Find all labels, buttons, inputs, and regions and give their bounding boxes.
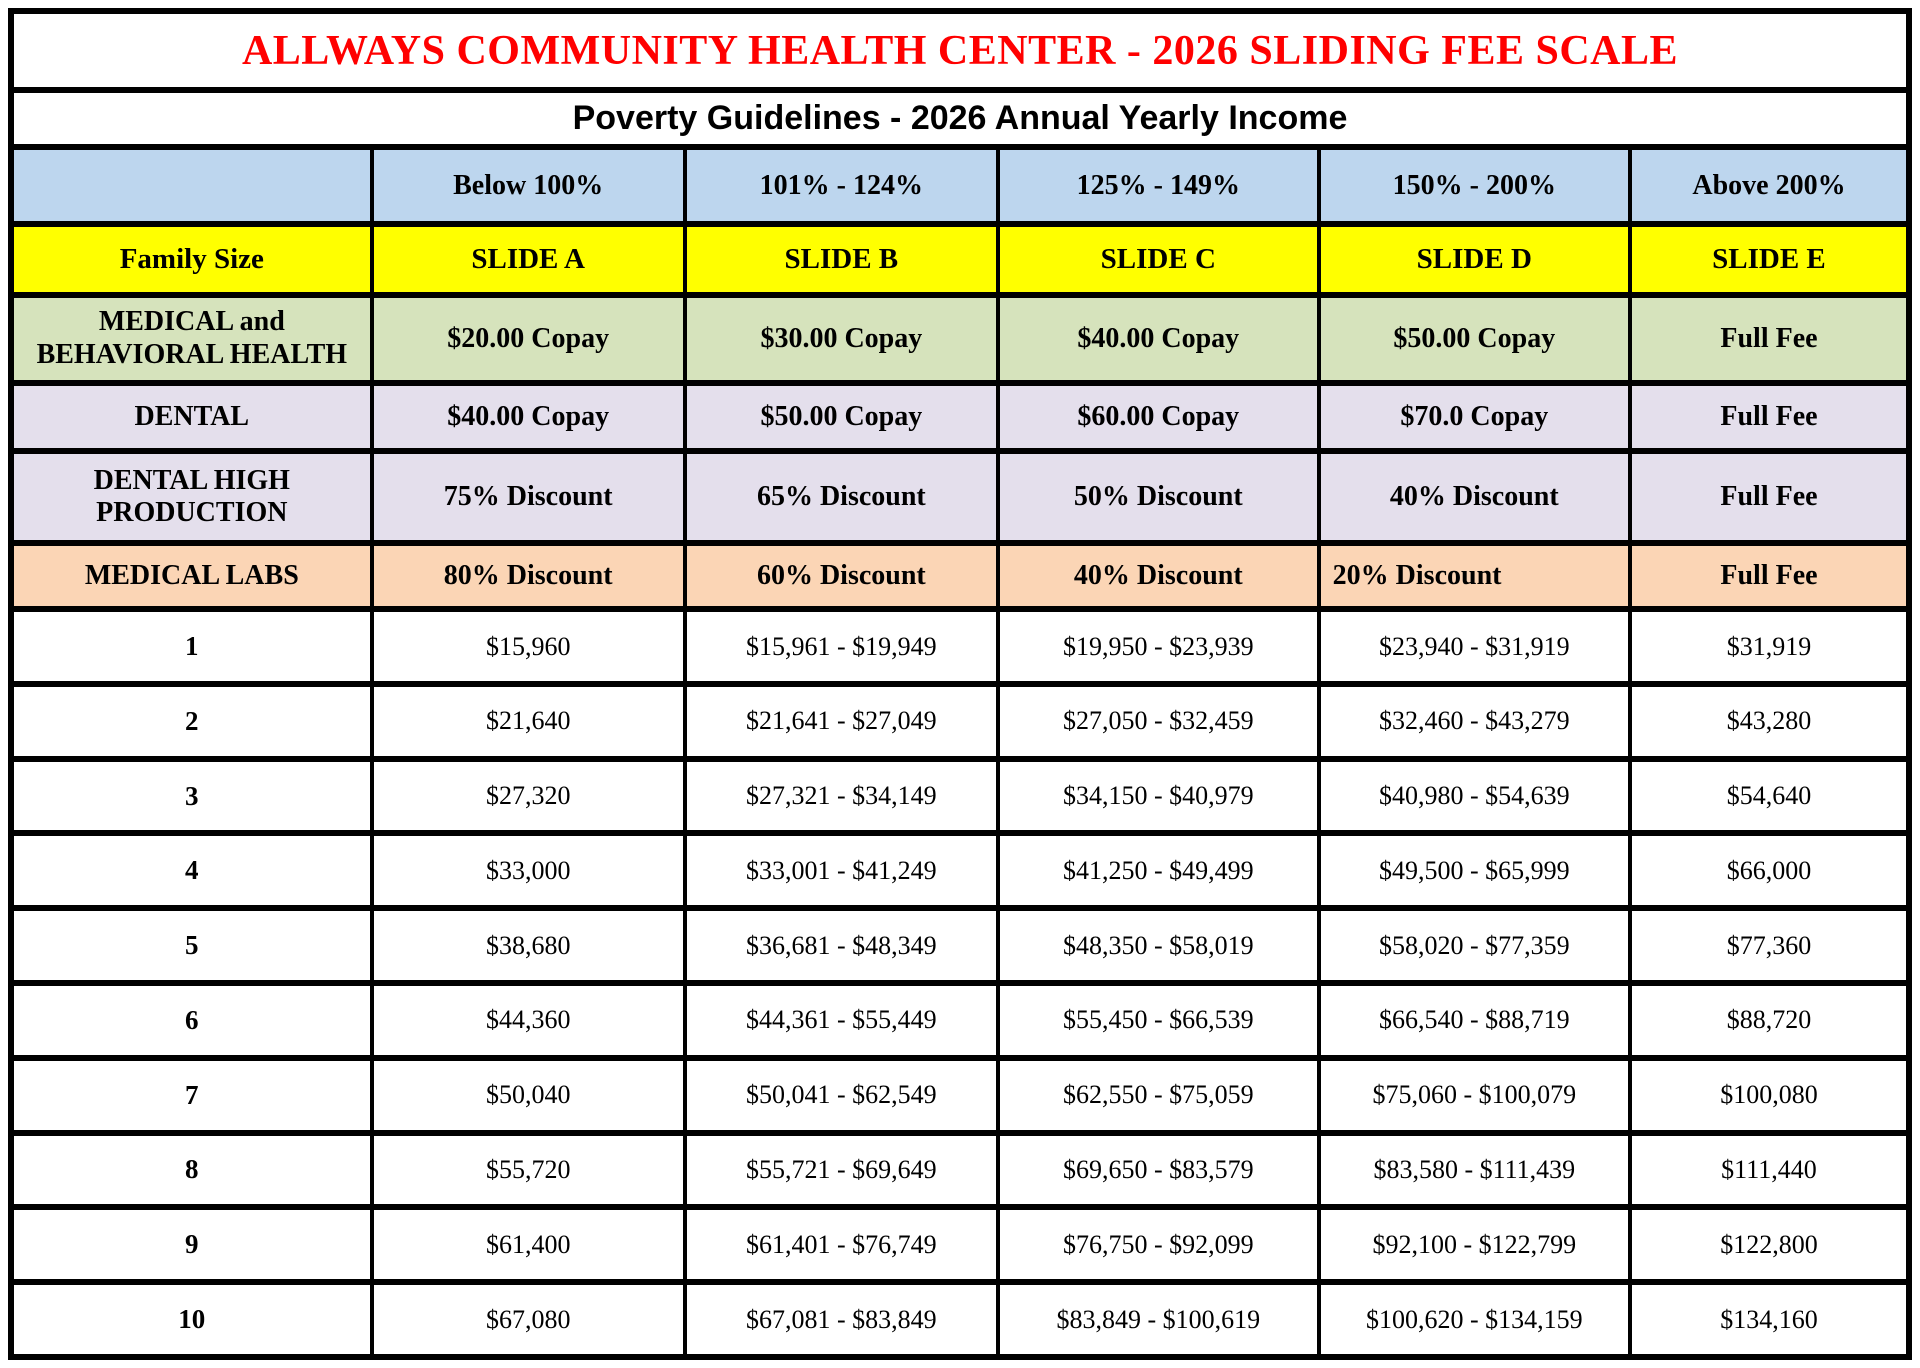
slide-header-a: SLIDE A [372,224,685,294]
family-row-6 [11,983,1909,1058]
service-label: MEDICAL LABS [11,543,372,609]
service-fee-cell: $60.00 Copay [998,383,1319,451]
subtitle-row [11,90,1909,147]
income-range-cell: $36,681 - $48,349 [685,908,998,983]
service-fee-cell: Full Fee [1630,383,1909,451]
income-range-cell: $44,361 - $55,449 [685,983,998,1058]
service-fee-cell: 40% Discount [998,543,1319,609]
income-range-cell: $40,980 - $54,639 [1319,759,1630,834]
income-range-cell: $83,580 - $111,439 [1319,1133,1630,1208]
service-fee-cell: $40.00 Copay [998,295,1319,383]
service-row-medical-labs [11,543,1909,609]
title-row [11,11,1909,90]
bracket-header-150-200: 150% - 200% [1319,147,1630,224]
income-range-cell: $27,320 [372,759,685,834]
income-range-cell: $76,750 - $92,099 [998,1207,1319,1282]
service-fee-cell: $50.00 Copay [685,383,998,451]
family-row-7 [11,1058,1909,1133]
income-range-cell: $83,849 - $100,619 [998,1282,1319,1357]
service-label: DENTAL [11,383,372,451]
family-row-5 [11,908,1909,983]
income-range-cell: $55,450 - $66,539 [998,983,1319,1058]
income-range-cell: $61,401 - $76,749 [685,1207,998,1282]
income-range-cell: $21,641 - $27,049 [685,684,998,759]
income-range-cell: $21,640 [372,684,685,759]
income-range-cell: $27,050 - $32,459 [998,684,1319,759]
family-row-4 [11,833,1909,908]
income-range-cell: $55,721 - $69,649 [685,1133,998,1208]
service-fee-cell: 80% Discount [372,543,685,609]
family-size-header: Family Size [11,224,372,294]
slide-header-c: SLIDE C [998,224,1319,294]
service-fee-cell: $20.00 Copay [372,295,685,383]
income-range-cell: $75,060 - $100,079 [1319,1058,1630,1133]
service-fee-cell: Full Fee [1630,451,1909,543]
bracket-header-101-124: 101% - 124% [685,147,998,224]
income-range-cell: $32,460 - $43,279 [1319,684,1630,759]
service-label: MEDICAL and BEHAVIORAL HEALTH [11,295,372,383]
service-fee-cell: 60% Discount [685,543,998,609]
income-range-cell: $38,680 [372,908,685,983]
family-row-2 [11,684,1909,759]
income-range-cell: $43,280 [1630,684,1909,759]
income-range-cell: $33,001 - $41,249 [685,833,998,908]
income-range-cell: $134,160 [1630,1282,1909,1357]
income-range-cell: $58,020 - $77,359 [1319,908,1630,983]
slide-header-row [11,224,1909,294]
income-range-cell: $88,720 [1630,983,1909,1058]
income-range-cell: $31,919 [1630,609,1909,684]
service-row-medical-behavioral [11,295,1909,383]
income-range-cell: $100,620 - $134,159 [1319,1282,1630,1357]
service-fee-cell: Full Fee [1630,295,1909,383]
family-row-9 [11,1207,1909,1282]
income-range-cell: $50,040 [372,1058,685,1133]
income-range-cell: $34,150 - $40,979 [998,759,1319,834]
family-size-cell: 2 [11,684,372,759]
service-row-dental [11,383,1909,451]
income-range-cell: $41,250 - $49,499 [998,833,1319,908]
income-range-cell: $66,540 - $88,719 [1319,983,1630,1058]
family-size-cell: 9 [11,1207,372,1282]
income-range-cell: $61,400 [372,1207,685,1282]
page-title: ALLWAYS COMMUNITY HEALTH CENTER - 2026 SLIDING FEE SCALE [11,11,1909,90]
sliding-fee-scale-table [8,8,1912,1360]
service-row-dental-high-production [11,451,1909,543]
income-range-cell: $19,950 - $23,939 [998,609,1319,684]
subtitle: Poverty Guidelines - 2026 Annual Yearly Income [11,90,1909,147]
income-range-cell: $27,321 - $34,149 [685,759,998,834]
income-range-cell: $55,720 [372,1133,685,1208]
income-range-cell: $50,041 - $62,549 [685,1058,998,1133]
service-label: DENTAL HIGH PRODUCTION [11,451,372,543]
income-range-cell: $77,360 [1630,908,1909,983]
bracket-empty-cell [11,147,372,224]
income-range-cell: $44,360 [372,983,685,1058]
family-row-10 [11,1282,1909,1357]
income-range-cell: $69,650 - $83,579 [998,1133,1319,1208]
family-row-1 [11,609,1909,684]
income-range-cell: $100,080 [1630,1058,1909,1133]
income-range-cell: $48,350 - $58,019 [998,908,1319,983]
slide-header-e: SLIDE E [1630,224,1909,294]
service-fee-cell: 20% Discount [1319,543,1630,609]
family-size-cell: 4 [11,833,372,908]
service-fee-cell: $70.0 Copay [1319,383,1630,451]
income-range-cell: $67,081 - $83,849 [685,1282,998,1357]
family-row-3 [11,759,1909,834]
bracket-header-above-200: Above 200% [1630,147,1909,224]
service-fee-cell: 40% Discount [1319,451,1630,543]
family-row-8 [11,1133,1909,1208]
income-range-cell: $54,640 [1630,759,1909,834]
income-range-cell: $62,550 - $75,059 [998,1058,1319,1133]
service-fee-cell: 65% Discount [685,451,998,543]
income-range-cell: $23,940 - $31,919 [1319,609,1630,684]
service-fee-cell: $40.00 Copay [372,383,685,451]
family-size-cell: 10 [11,1282,372,1357]
family-size-cell: 1 [11,609,372,684]
family-size-cell: 6 [11,983,372,1058]
income-range-cell: $15,961 - $19,949 [685,609,998,684]
family-size-cell: 7 [11,1058,372,1133]
service-fee-cell: $30.00 Copay [685,295,998,383]
family-size-cell: 8 [11,1133,372,1208]
income-range-cell: $66,000 [1630,833,1909,908]
income-range-cell: $111,440 [1630,1133,1909,1208]
income-bracket-row [11,147,1909,224]
income-range-cell: $33,000 [372,833,685,908]
service-fee-cell: Full Fee [1630,543,1909,609]
income-range-cell: $92,100 - $122,799 [1319,1207,1630,1282]
family-size-cell: 3 [11,759,372,834]
service-fee-cell: $50.00 Copay [1319,295,1630,383]
income-range-cell: $67,080 [372,1282,685,1357]
service-fee-cell: 50% Discount [998,451,1319,543]
slide-header-b: SLIDE B [685,224,998,294]
service-fee-cell: 75% Discount [372,451,685,543]
income-range-cell: $15,960 [372,609,685,684]
slide-header-d: SLIDE D [1319,224,1630,294]
income-range-cell: $122,800 [1630,1207,1909,1282]
bracket-header-125-149: 125% - 149% [998,147,1319,224]
bracket-header-below-100: Below 100% [372,147,685,224]
family-size-cell: 5 [11,908,372,983]
income-range-cell: $49,500 - $65,999 [1319,833,1630,908]
